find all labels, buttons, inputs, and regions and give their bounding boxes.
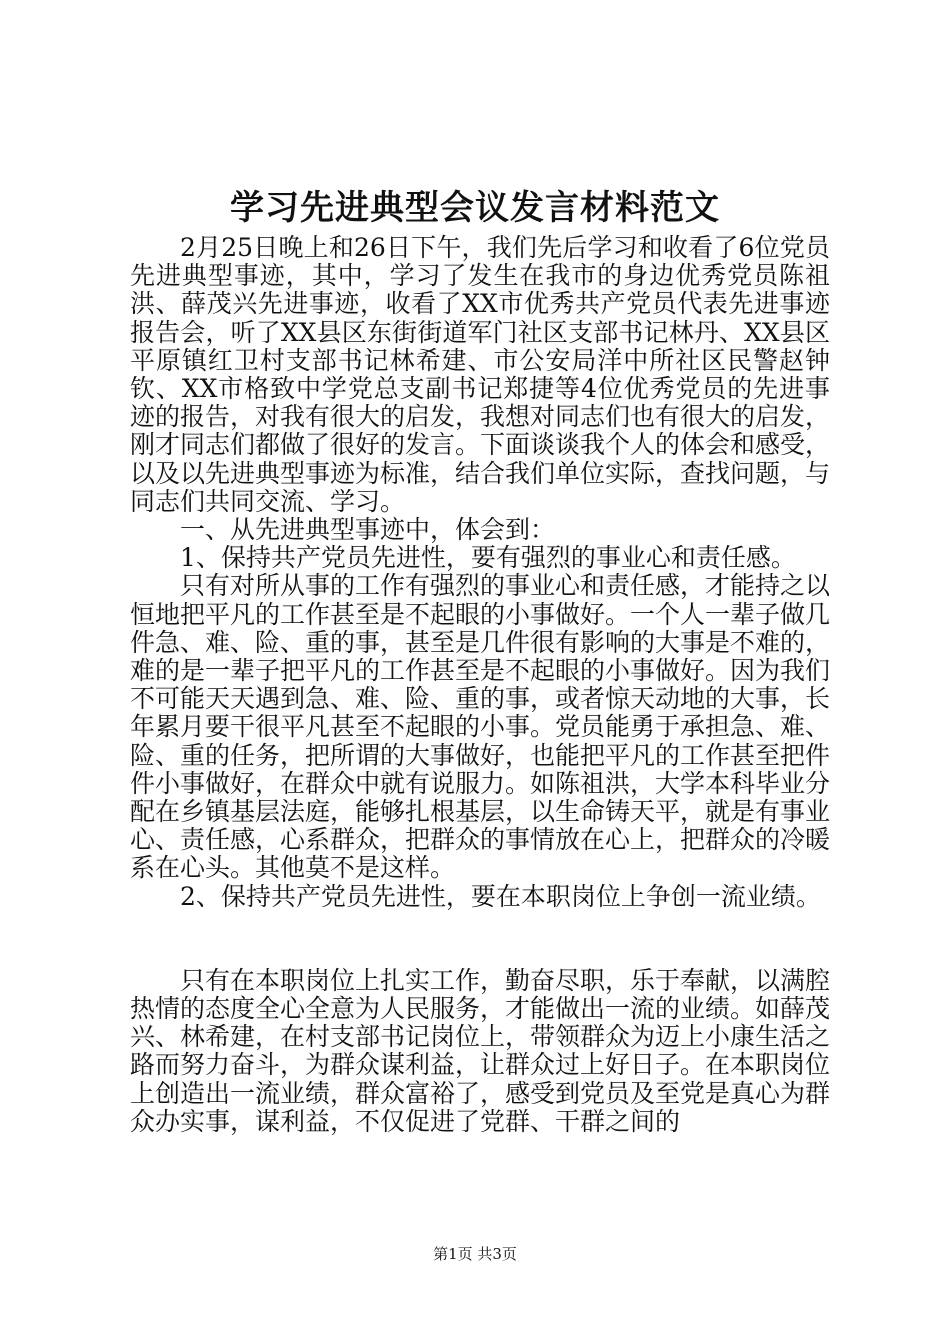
document-title: 学习先进典型会议发言材料范文 <box>230 188 720 228</box>
section-heading: 一、从先进典型事迹中，体会到： <box>180 515 556 545</box>
subsection-heading: 2、保持共产党员先进性，要在本职岗位上争创一流业绩。 <box>180 881 821 911</box>
paragraph: 2月25日晚上和26日下午，我们先后学习和收看了6位党员先进典型事迹，其中，学习了发生在我市的身边优秀党员陈祖洪、薛茂兴先进事迹，收看了XX市优秀共产党员代表先进事迹报告会，听了XX县区东街街道军门社区支部书记林丹、XX县区平原镇红卫村支部书记林希建、市公安局洋中所社区民警赵钟钦、XX市格致中学党总支副书记郑捷等4位优秀党员的先进事迹的报告，对我有很大的启发，我想对同志们也有很大的启发，刚才同志们都做了很好的发言。下面谈谈我个人的体会和感受，以及以先进典型事迹为标准，结合我们单位实际，查找问题，与同志们共同交流、学习。 <box>130 233 831 516</box>
paragraph: 只有在本职岗位上扎实工作，勤奋尽职，乐于奉献，以满腔热情的态度全心全意为人民服务，才能做出一流的业绩。如薛茂兴、林希建，在村支部书记岗位上，带领群众为迈上小康生活之路而努力奋斗，为群众谋利益，让群众过上好日子。在本职岗位上创造出一流业绩，群众富裕了，感受到党员及至党是真心为群众办实事，谋利益，不仅促进了党群、干群之间的 <box>130 965 831 1136</box>
page-number: 第1页 共3页 <box>433 1245 517 1263</box>
paragraph: 只有对所从事的工作有强烈的事业心和责任感，才能持之以恒地把平凡的工作甚至是不起眼的小事做好。一个人一辈子做几件急、难、险、重的事，甚至是几件很有影响的大事是不难的，难的是一辈子把平凡的工作甚至是不起眼的小事做好。因为我们不可能天天遇到急、难、险、重的事，或者惊天动地的大事，长年累月要干很平凡甚至不起眼的小事。党员能勇于承担急、难、险、重的任务，把所谓的大事做好，也能把平凡的工作甚至把件件小事做好，在群众中就有说服力。如陈祖洪，大学本科毕业分配在乡镇基层法庭，能够扎根基层，以生命铸天平，就是有事业心、责任感，心系群众，把群众的事情放在心上，把群众的冷暖系在心头。其他莫不是这样。 <box>130 571 831 883</box>
subsection-heading: 1、保持共产党员先进性，要有强烈的事业心和责任感。 <box>180 543 796 573</box>
paragraph-spacer <box>130 911 830 967</box>
document-body <box>130 234 830 1136</box>
